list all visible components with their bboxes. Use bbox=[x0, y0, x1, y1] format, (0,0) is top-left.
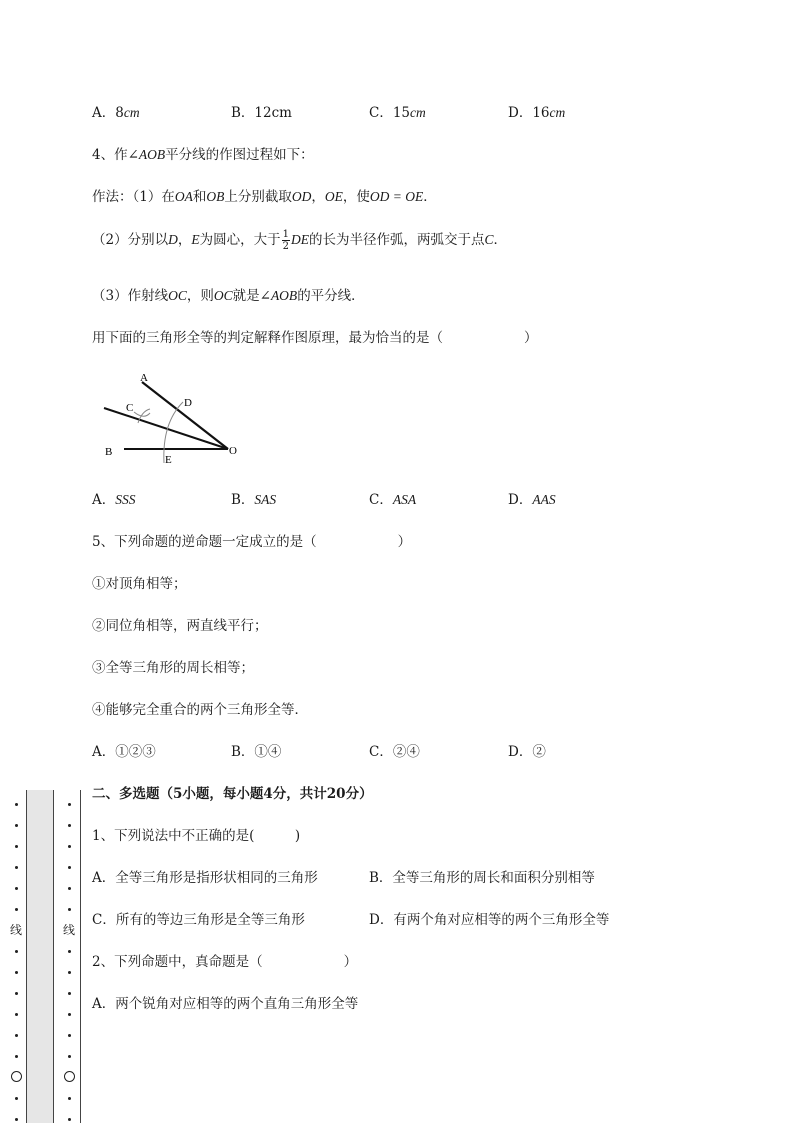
binding-dot bbox=[68, 824, 71, 827]
binding-dot bbox=[15, 950, 18, 953]
q4-option-d: D．AAS bbox=[508, 492, 556, 508]
binding-dot bbox=[68, 845, 71, 848]
binding-dot bbox=[15, 845, 18, 848]
binding-dot bbox=[68, 1055, 71, 1058]
mq1-option-b: B．全等三角形的周长和面积分别相等 bbox=[369, 870, 595, 886]
binding-dot bbox=[68, 992, 71, 995]
binding-dot bbox=[68, 950, 71, 953]
label-a: A bbox=[140, 372, 148, 384]
q5-stem: 5、下列命题的逆命题一定成立的是（ ） bbox=[92, 534, 412, 550]
q4-option-b: B．SAS bbox=[231, 492, 277, 508]
binding-dot bbox=[15, 1034, 18, 1037]
binding-label-left: 线 bbox=[10, 923, 23, 937]
binding-dot bbox=[68, 971, 71, 974]
binding-dot bbox=[15, 992, 18, 995]
binding-line bbox=[80, 790, 81, 1123]
label-d: D bbox=[184, 397, 192, 409]
binding-hole-left bbox=[11, 1071, 22, 1082]
angle-bisector-figure bbox=[100, 365, 250, 470]
q3-option-b: B．12cm bbox=[231, 105, 292, 121]
binding-dot bbox=[15, 866, 18, 869]
label-b: B bbox=[105, 446, 113, 458]
binding-dot bbox=[68, 887, 71, 890]
q4-step2: （2）分别以D，E为圆心，大于 $\frac{1}{2}$ DE的长为半径作弧，两弧交于点C． bbox=[92, 229, 507, 252]
q5-item-4: ④能够完全重合的两个三角形全等． bbox=[92, 702, 308, 718]
binding-dot bbox=[15, 887, 18, 890]
label-c: C bbox=[126, 402, 134, 414]
binding-dot bbox=[15, 1097, 18, 1100]
q5-item-2: ②同位角相等，两直线平行； bbox=[92, 618, 268, 634]
mq1-option-a: A．全等三角形是指形状相同的三角形 bbox=[92, 870, 318, 886]
binding-dot bbox=[15, 803, 18, 806]
binding-label-right: 线 bbox=[63, 923, 76, 937]
label-o: O bbox=[229, 445, 237, 457]
q3-option-d: D．16cm bbox=[508, 105, 566, 121]
q5-option-c: C．②④ bbox=[369, 744, 420, 760]
q3-option-c: C．15cm bbox=[369, 105, 426, 121]
fraction-half: $\frac{1}{2}$ bbox=[282, 229, 289, 252]
section-2-title: 二、多选题（5小题，每小题4分，共计20分） bbox=[92, 786, 373, 802]
binding-strip bbox=[26, 790, 54, 1123]
q5-item-1: ①对顶角相等； bbox=[92, 576, 187, 592]
mq1-stem: 1、下列说法中不正确的是( ) bbox=[92, 828, 301, 844]
mq1-option-d: D．有两个角对应相等的两个三角形全等 bbox=[369, 912, 610, 928]
binding-dot bbox=[68, 908, 71, 911]
ray-oa bbox=[142, 382, 228, 449]
q5-item-3: ③全等三角形的周长相等； bbox=[92, 660, 254, 676]
binding-dot bbox=[68, 1034, 71, 1037]
binding-dot bbox=[68, 803, 71, 806]
q4-question: 用下面的三角形全等的判定解释作图原理，最为恰当的是（ ） bbox=[92, 330, 538, 346]
binding-dot bbox=[15, 971, 18, 974]
q5-option-b: B．①④ bbox=[231, 744, 282, 760]
q4-option-a: A．SSS bbox=[92, 492, 136, 508]
binding-dot bbox=[15, 1118, 18, 1121]
q4-option-c: C．ASA bbox=[369, 492, 417, 508]
binding-hole-right bbox=[64, 1071, 75, 1082]
mq2-option-a: A．两个锐角对应相等的两个直角三角形全等 bbox=[92, 996, 359, 1012]
binding-dot bbox=[68, 1097, 71, 1100]
q3-option-a: A．8cm bbox=[92, 105, 140, 121]
binding-dot bbox=[15, 1013, 18, 1016]
q4-step1: 作法：（1）在OA和OB上分别截取OD，OE，使OD = OE． bbox=[92, 189, 437, 205]
q5-option-d: D．② bbox=[508, 744, 546, 760]
q5-option-a: A．①②③ bbox=[92, 744, 156, 760]
q4-step3: （3）作射线OC，则OC就是∠AOB的平分线． bbox=[92, 288, 365, 304]
ray-oc bbox=[104, 408, 228, 449]
binding-dot bbox=[68, 1013, 71, 1016]
binding-dot bbox=[15, 908, 18, 911]
binding-dot bbox=[15, 824, 18, 827]
mq2-stem: 2、下列命题中，真命题是（ ） bbox=[92, 954, 358, 970]
label-e: E bbox=[165, 454, 172, 466]
q4-stem: 4、作∠AOB平分线的作图过程如下： bbox=[92, 147, 314, 163]
binding-dot bbox=[68, 1118, 71, 1121]
binding-dot bbox=[68, 866, 71, 869]
mq1-option-c: C．所有的等边三角形是全等三角形 bbox=[92, 912, 305, 928]
binding-dot bbox=[15, 1055, 18, 1058]
